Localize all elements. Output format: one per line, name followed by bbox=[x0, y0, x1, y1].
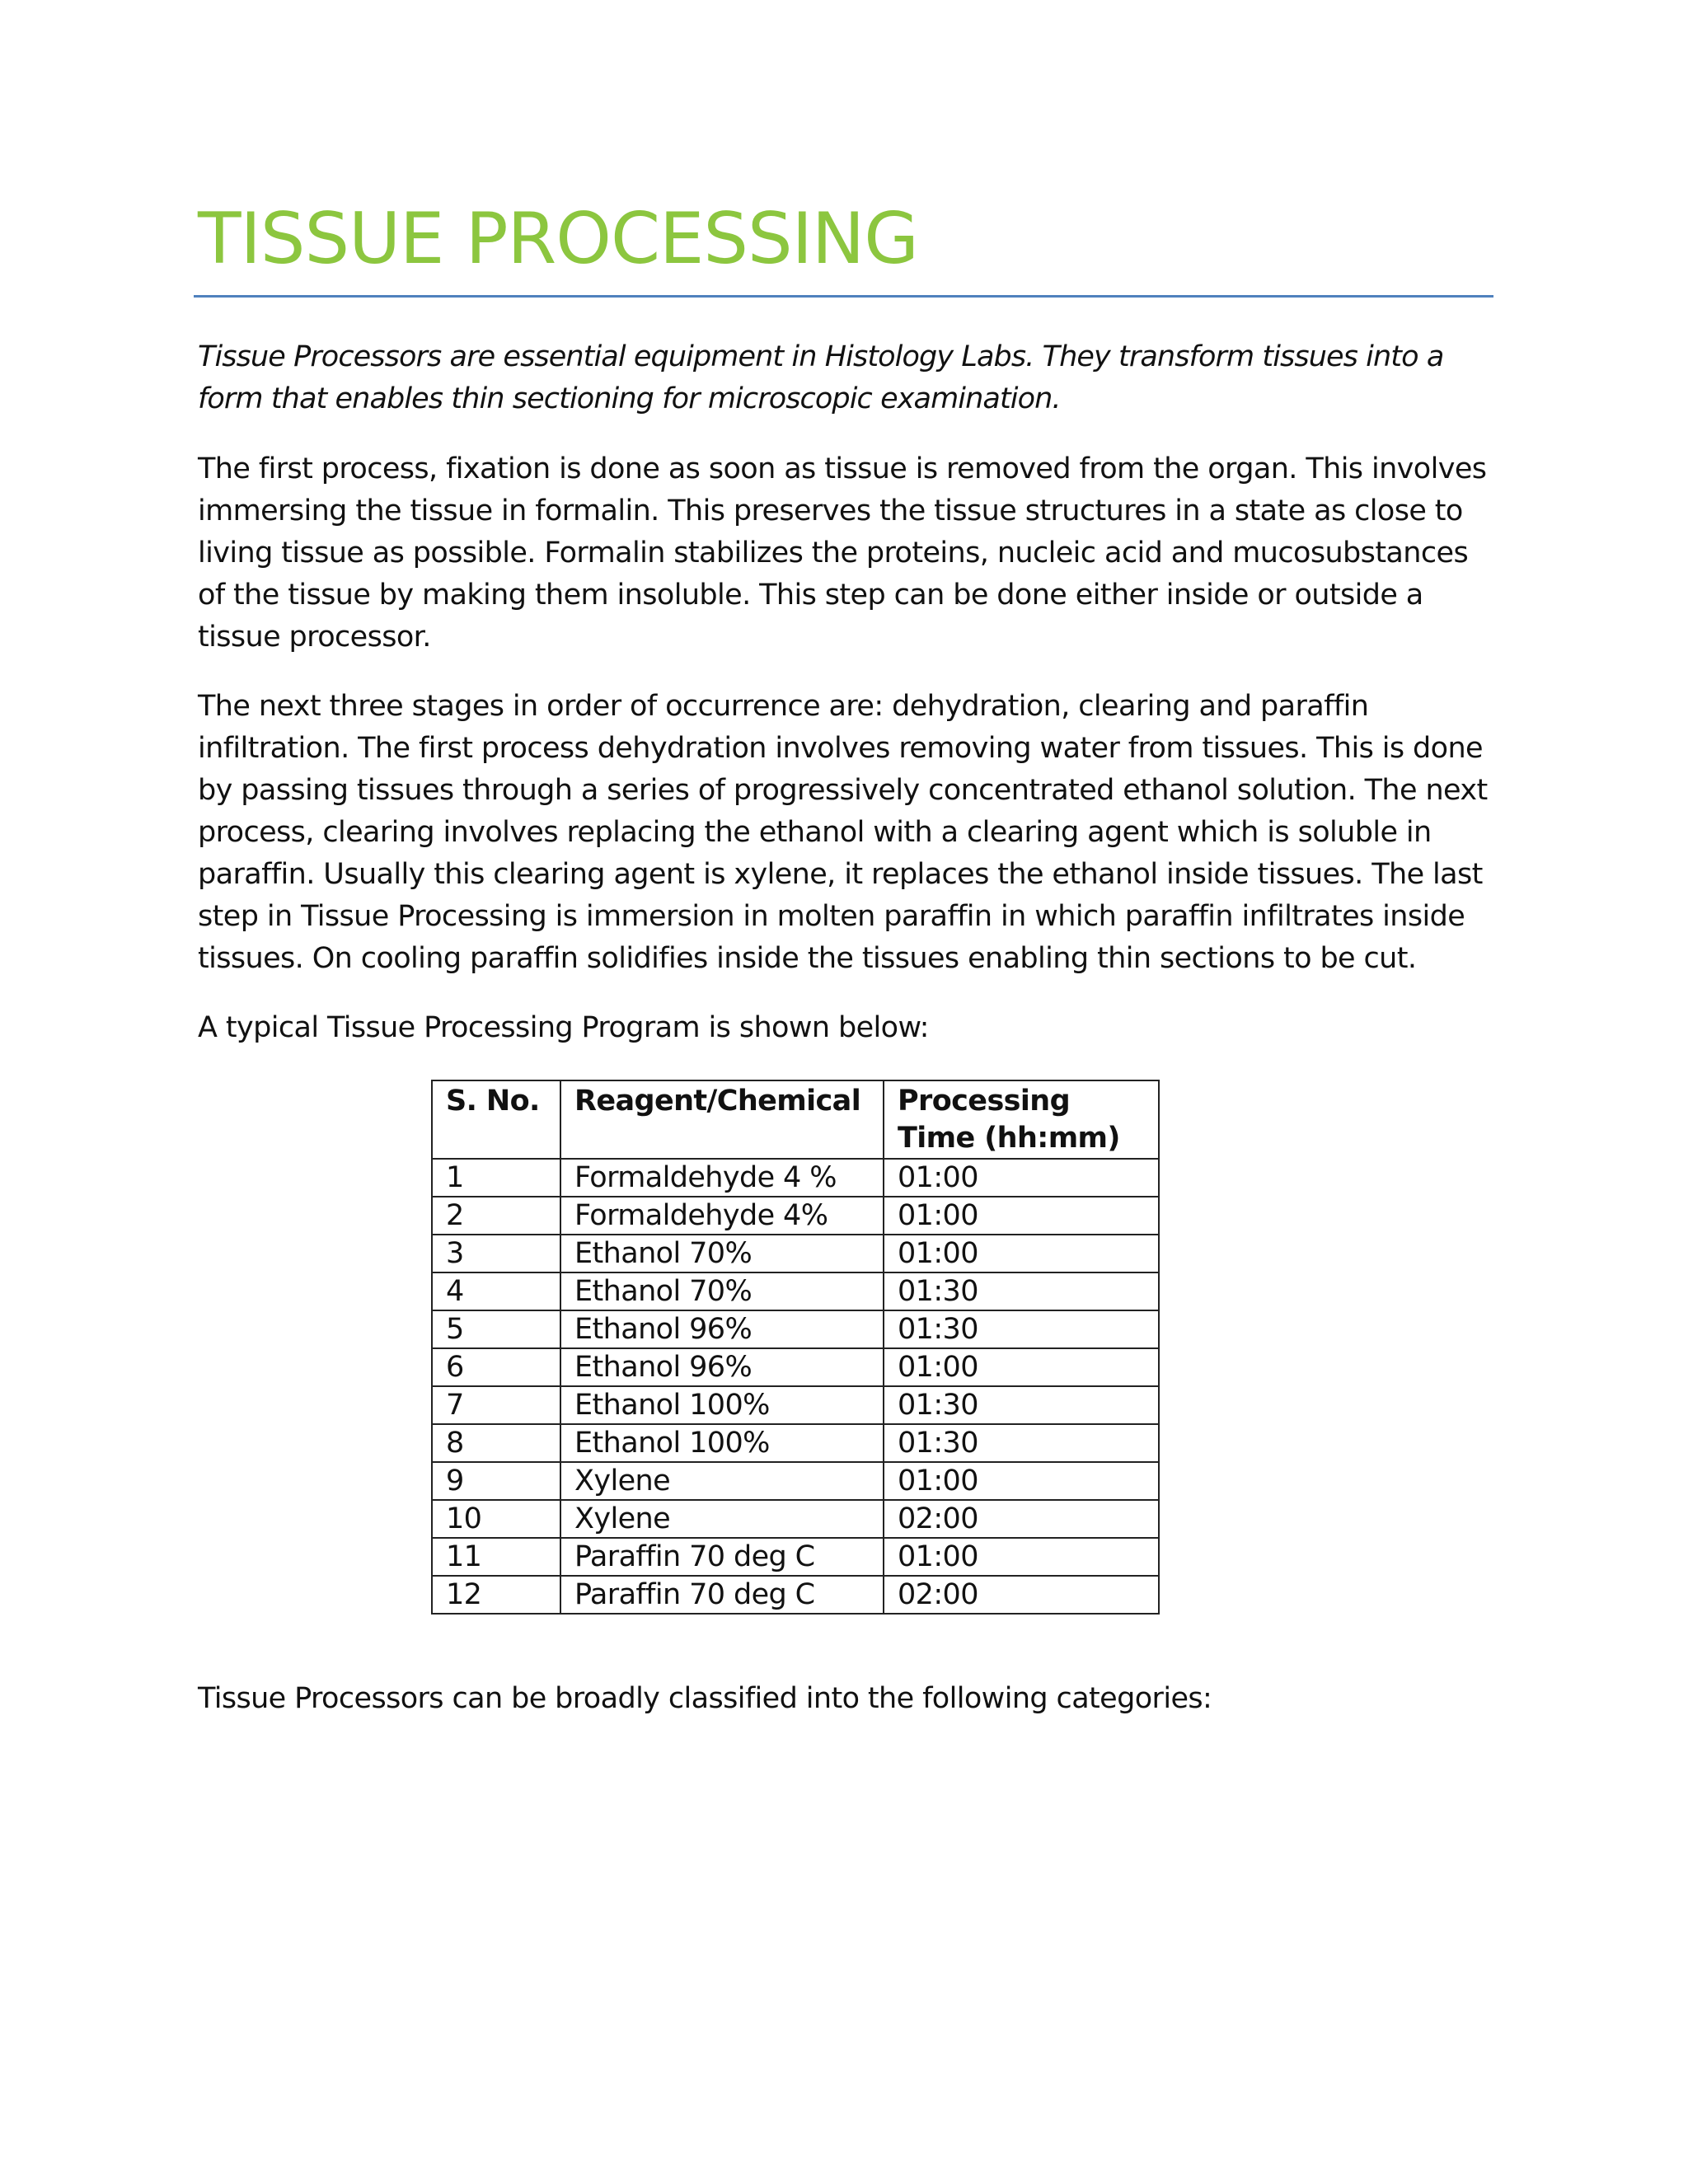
cell-reagent: Ethanol 96% bbox=[560, 1348, 884, 1386]
table-row bbox=[432, 1424, 1159, 1462]
cell-serial-number: 7 bbox=[432, 1386, 560, 1424]
table-row bbox=[432, 1500, 1159, 1538]
cell-reagent: Ethanol 100% bbox=[560, 1386, 884, 1424]
cell-reagent: Ethanol 70% bbox=[560, 1235, 884, 1272]
cell-reagent: Xylene bbox=[560, 1462, 884, 1500]
processing-program-table bbox=[431, 1080, 1160, 1615]
cell-serial-number: 4 bbox=[432, 1272, 560, 1310]
cell-serial-number: 3 bbox=[432, 1235, 560, 1272]
cell-serial-number: 12 bbox=[432, 1576, 560, 1614]
cell-serial-number: 6 bbox=[432, 1348, 560, 1386]
cell-processing-time: 02:00 bbox=[884, 1576, 1159, 1614]
table-row bbox=[432, 1197, 1159, 1235]
cell-processing-time: 01:00 bbox=[884, 1235, 1159, 1272]
table-row bbox=[432, 1159, 1159, 1197]
cell-reagent: Formaldehyde 4 % bbox=[560, 1159, 884, 1197]
program-intro-paragraph: A typical Tissue Processing Program is shown below: bbox=[198, 1011, 929, 1044]
table-body bbox=[432, 1159, 1159, 1614]
table-row bbox=[432, 1538, 1159, 1576]
cell-serial-number: 11 bbox=[432, 1538, 560, 1576]
cell-processing-time: 01:30 bbox=[884, 1424, 1159, 1462]
closing-paragraph: Tissue Processors can be broadly classified into the following categories: bbox=[198, 1682, 1212, 1715]
cell-reagent: Ethanol 100% bbox=[560, 1424, 884, 1462]
cell-reagent: Ethanol 96% bbox=[560, 1310, 884, 1348]
cell-serial-number: 2 bbox=[432, 1197, 560, 1235]
cell-reagent: Ethanol 70% bbox=[560, 1272, 884, 1310]
table-row bbox=[432, 1576, 1159, 1614]
cell-processing-time: 01:30 bbox=[884, 1272, 1159, 1310]
table-row bbox=[432, 1235, 1159, 1272]
header-reagent: Reagent/Chemical bbox=[560, 1080, 884, 1159]
cell-processing-time: 01:00 bbox=[884, 1462, 1159, 1500]
table-header-row bbox=[432, 1080, 1159, 1159]
table-row bbox=[432, 1462, 1159, 1500]
cell-serial-number: 9 bbox=[432, 1462, 560, 1500]
cell-processing-time: 01:00 bbox=[884, 1197, 1159, 1235]
cell-reagent: Paraffin 70 deg C bbox=[560, 1576, 884, 1614]
table-row bbox=[432, 1348, 1159, 1386]
header-processing-time: Processing Time (hh:mm) bbox=[884, 1080, 1159, 1159]
cell-processing-time: 01:00 bbox=[884, 1348, 1159, 1386]
page-title: TISSUE PROCESSING bbox=[198, 198, 918, 280]
cell-reagent: Xylene bbox=[560, 1500, 884, 1538]
cell-processing-time: 01:00 bbox=[884, 1538, 1159, 1576]
fixation-paragraph: The first process, fixation is done as soon as tissue is removed from the organ. This involves immersing the tissue in formalin. This preserves the tissue structures in a state as close to living tissue as possible. Formalin stabilizes the proteins, nucleic acid and mucosubstances of the tissue by making them insoluble. This step can be done either inside or outside a tissue processor. bbox=[198, 452, 1487, 654]
cell-serial-number: 5 bbox=[432, 1310, 560, 1348]
cell-processing-time: 01:00 bbox=[884, 1159, 1159, 1197]
cell-serial-number: 1 bbox=[432, 1159, 560, 1197]
table-row bbox=[432, 1386, 1159, 1424]
intro-paragraph: Tissue Processors are essential equipment in Histology Labs. They transform tissues into a form that enables thin sectioning for microscopic examination. bbox=[198, 340, 1444, 415]
cell-reagent: Paraffin 70 deg C bbox=[560, 1538, 884, 1576]
cell-reagent: Formaldehyde 4% bbox=[560, 1197, 884, 1235]
cell-processing-time: 01:30 bbox=[884, 1310, 1159, 1348]
title-divider bbox=[194, 295, 1493, 298]
cell-serial-number: 10 bbox=[432, 1500, 560, 1538]
table-row bbox=[432, 1272, 1159, 1310]
header-serial-number: S. No. bbox=[432, 1080, 560, 1159]
cell-processing-time: 02:00 bbox=[884, 1500, 1159, 1538]
cell-serial-number: 8 bbox=[432, 1424, 560, 1462]
cell-processing-time: 01:30 bbox=[884, 1386, 1159, 1424]
stages-paragraph: The next three stages in order of occurrence are: dehydration, clearing and paraffin infiltration. The first process dehydration involves removing water from tissues. This is done by passing tissues through a series of progressively concentrated ethanol solution. The next process, clearing involves replacing the ethanol with a clearing agent which is soluble in paraffin. Usually this clearing agent is xylene, it replaces the ethanol inside tissues. The last step in Tissue Processing is immersion in molten paraffin in which paraffin infiltrates inside tissues. On cooling paraffin solidifies inside the tissues enabling thin sections to be cut. bbox=[198, 690, 1488, 975]
table-row bbox=[432, 1310, 1159, 1348]
